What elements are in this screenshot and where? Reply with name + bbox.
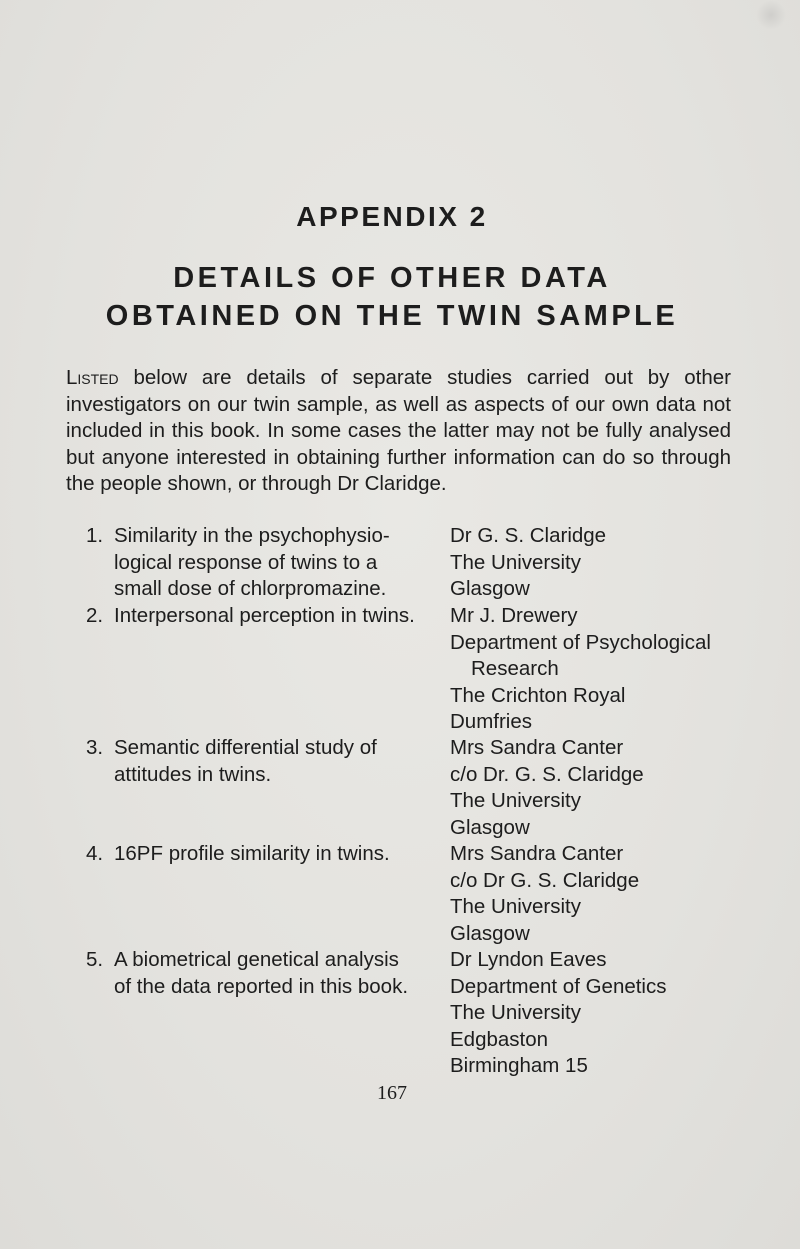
address-line: Department of Genetics [450,974,667,998]
address-line: The University [450,550,582,574]
entry-address [450,735,780,841]
address-line: Glasgow [450,921,530,945]
entry-address [450,523,780,603]
address-line: Dumfries [450,710,533,734]
address-line: The Crichton Royal [450,683,626,707]
address-line: The University [450,895,582,919]
entry-description [114,523,444,603]
intro-lead-word: Listed [66,366,119,389]
entry-address [450,947,780,1080]
entry-number: 5. [86,948,104,971]
description-line: Interpersonal perception in twins. [114,604,415,627]
entry-number: 3. [86,736,104,759]
address-line: Edgbaston [450,1027,549,1051]
address-line: Department of Psychological [450,630,711,654]
title-line-1: DETAILS OF OTHER DATA [173,262,611,294]
entry-number: 4. [86,842,104,865]
address-line: Research [471,657,559,681]
address-line: Mrs Sandra Canter [450,842,624,865]
address-line: Glasgow [450,577,530,601]
description-line: of the data reported in this book. [114,974,409,998]
description-line: Similarity in the psychophysio- [114,524,390,547]
address-line: The University [450,1001,582,1025]
address-line: c/o Dr. G. S. Claridge [450,762,644,786]
address-line: Mr J. Drewery [450,604,578,627]
description-line: A biometrical genetical analysis [114,948,399,971]
description-line: small dose of chlorpromazine. [114,577,387,601]
entry-number: 1. [86,524,104,547]
description-line: attitudes in twins. [114,762,272,786]
entry-description [114,603,444,630]
entry-address [450,603,780,736]
address-line: The University [450,789,582,813]
appendix-heading: APPENDIX 2 [296,201,488,232]
title-line-2: OBTAINED ON THE TWIN SAMPLE [105,300,679,332]
address-line: Mrs Sandra Canter [450,736,624,759]
entry-description [114,735,444,788]
address-line: c/o Dr G. S. Claridge [450,868,640,892]
address-line: Dr G. S. Claridge [450,524,607,547]
description-line: logical response of twins to a [114,550,378,574]
entry-description [114,841,444,868]
address-line: Glasgow [450,815,530,839]
entry-address [450,841,780,947]
entry-number: 2. [86,604,104,627]
intro-text: below are details of separate studies carried out by other investigators on our twin sample, as well as aspects of our own data not included in this book. In some cases the latter may not be fully analysed but anyone interested in obtaining further information can do so through the people shown, or through Dr Claridge. [66,366,731,496]
entry-description [114,947,444,1000]
description-line: 16PF profile similarity in twins. [114,842,390,865]
address-line: Dr Lyndon Eaves [450,948,607,971]
page-number: 167 [377,1082,407,1104]
description-line: Semantic differential study of [114,736,377,759]
address-line: Birmingham 15 [450,1054,588,1078]
